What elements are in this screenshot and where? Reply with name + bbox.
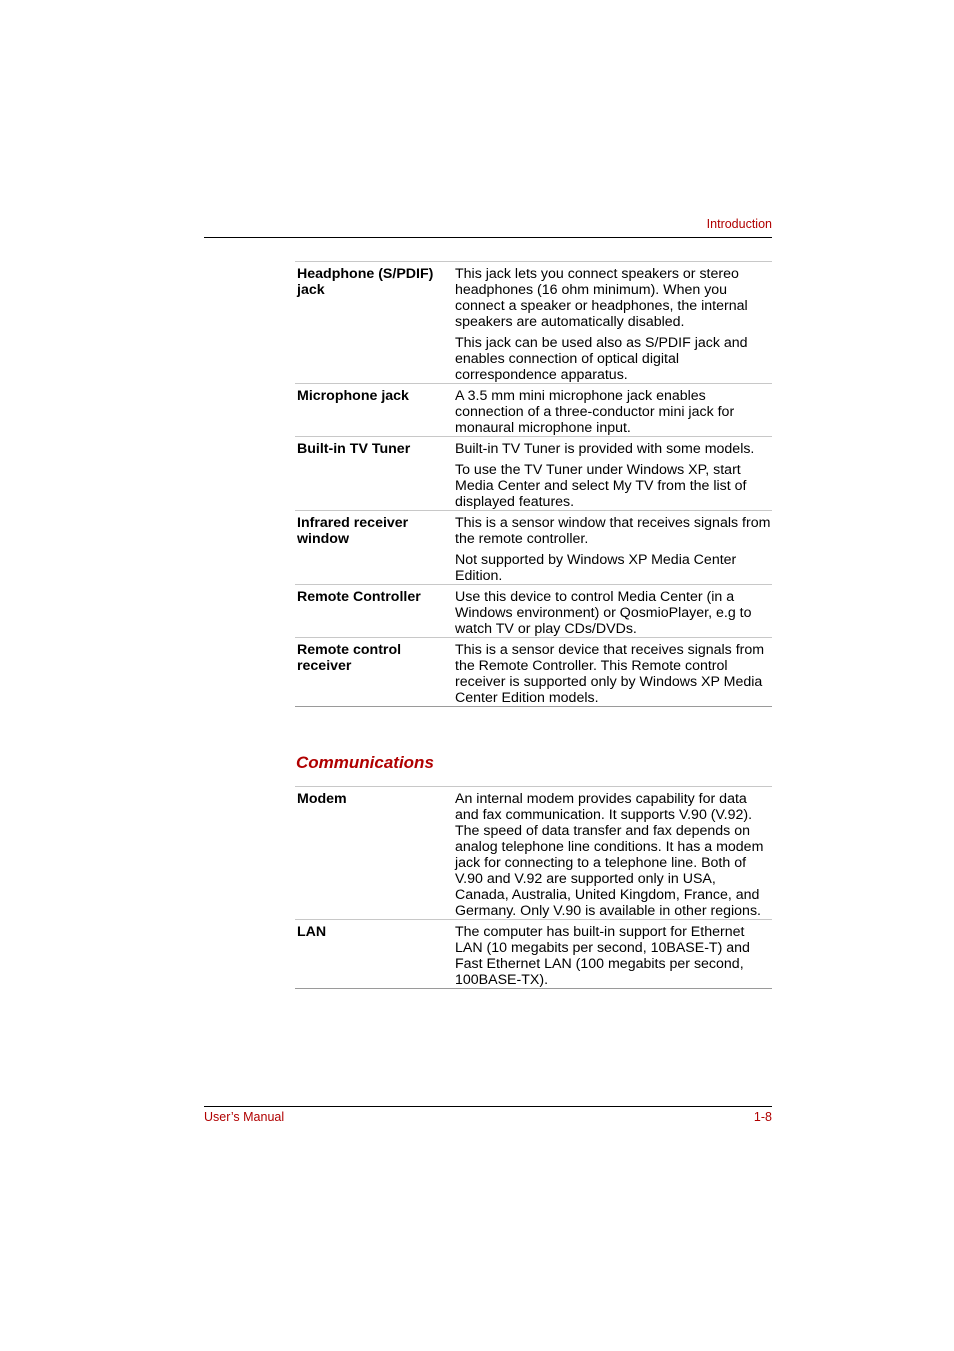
running-header: Introduction [706, 217, 772, 231]
description-paragraph: A 3.5 mm mini microphone jack enables connection of a three-conductor mini jack for monaural microphone input. [455, 388, 735, 436]
communications-table-block [295, 786, 772, 989]
description-paragraph: This is a sensor window that receives signals from the remote controller. [455, 515, 771, 547]
description-paragraph: Not supported by Windows XP Media Center Edition. [455, 552, 737, 584]
description-paragraph: The computer has built-in support for Ethernet LAN (10 megabits per second, 10BASE-T) and Fast Ethernet LAN (100 megabits per second, 100BASE-TX). [455, 924, 750, 988]
term-label: Infrared receiver window [295, 511, 455, 585]
table-row [295, 437, 772, 511]
section-heading: Communications [296, 753, 434, 772]
term-description [455, 262, 772, 384]
footer-manual-title: User’s Manual [204, 1110, 285, 1124]
specs-table-block [295, 261, 772, 707]
description-paragraph: This jack can be used also as S/PDIF jack and enables connection of optical digital correspondence apparatus. [455, 335, 748, 383]
term-label: LAN [295, 920, 455, 989]
term-label: Remote control receiver [295, 638, 455, 707]
description-paragraph: This jack lets you connect speakers or stereo headphones (16 ohm minimum). When you connect a speaker or headphones, the internal speakers are automatically disabled. [455, 266, 748, 330]
table-row [295, 638, 772, 707]
term-description [455, 787, 772, 920]
header-rule [204, 237, 772, 238]
ports-spec-table [295, 261, 772, 707]
term-description [455, 511, 772, 585]
term-description [455, 585, 772, 638]
description-paragraph: This is a sensor device that receives signals from the Remote Controller. This Remote control receiver is supported only by Windows XP Media Center Edition models. [455, 642, 765, 706]
term-label: Microphone jack [295, 384, 455, 437]
term-description [455, 920, 772, 989]
footer-rule [204, 1106, 772, 1107]
term-label: Built-in TV Tuner [295, 437, 455, 511]
table-row [295, 262, 772, 384]
table-row [295, 511, 772, 585]
term-label: Remote Controller [295, 585, 455, 638]
table-row [295, 585, 772, 638]
term-description [455, 638, 772, 707]
description-paragraph: To use the TV Tuner under Windows XP, start Media Center and select My TV from the list of displayed features. [455, 462, 747, 510]
table-row [295, 920, 772, 989]
description-paragraph: An internal modem provides capability for data and fax communication. It supports V.90 (V.92). The speed of data transfer and fax depends on analog telephone line conditions. It has a modem jack for connecting to a telephone line. Both of V.90 and V.92 are supported only in USA, Canada, Australia, United Kingdom, France, and Germany. Only V.90 is available in other regions. [455, 791, 764, 919]
term-description [455, 384, 772, 437]
description-paragraph: Use this device to control Media Center (in a Windows environment) or QosmioPlayer, e.g to watch TV or play CDs/DVDs. [455, 589, 752, 637]
term-label: Modem [295, 787, 455, 920]
description-paragraph: Built-in TV Tuner is provided with some models. [455, 441, 755, 457]
table-row [295, 384, 772, 437]
term-description [455, 437, 772, 511]
term-label: Headphone (S/PDIF) jack [295, 262, 455, 384]
communications-spec-table [295, 786, 772, 989]
table-row [295, 787, 772, 920]
page-number: 1-8 [753, 1110, 772, 1124]
